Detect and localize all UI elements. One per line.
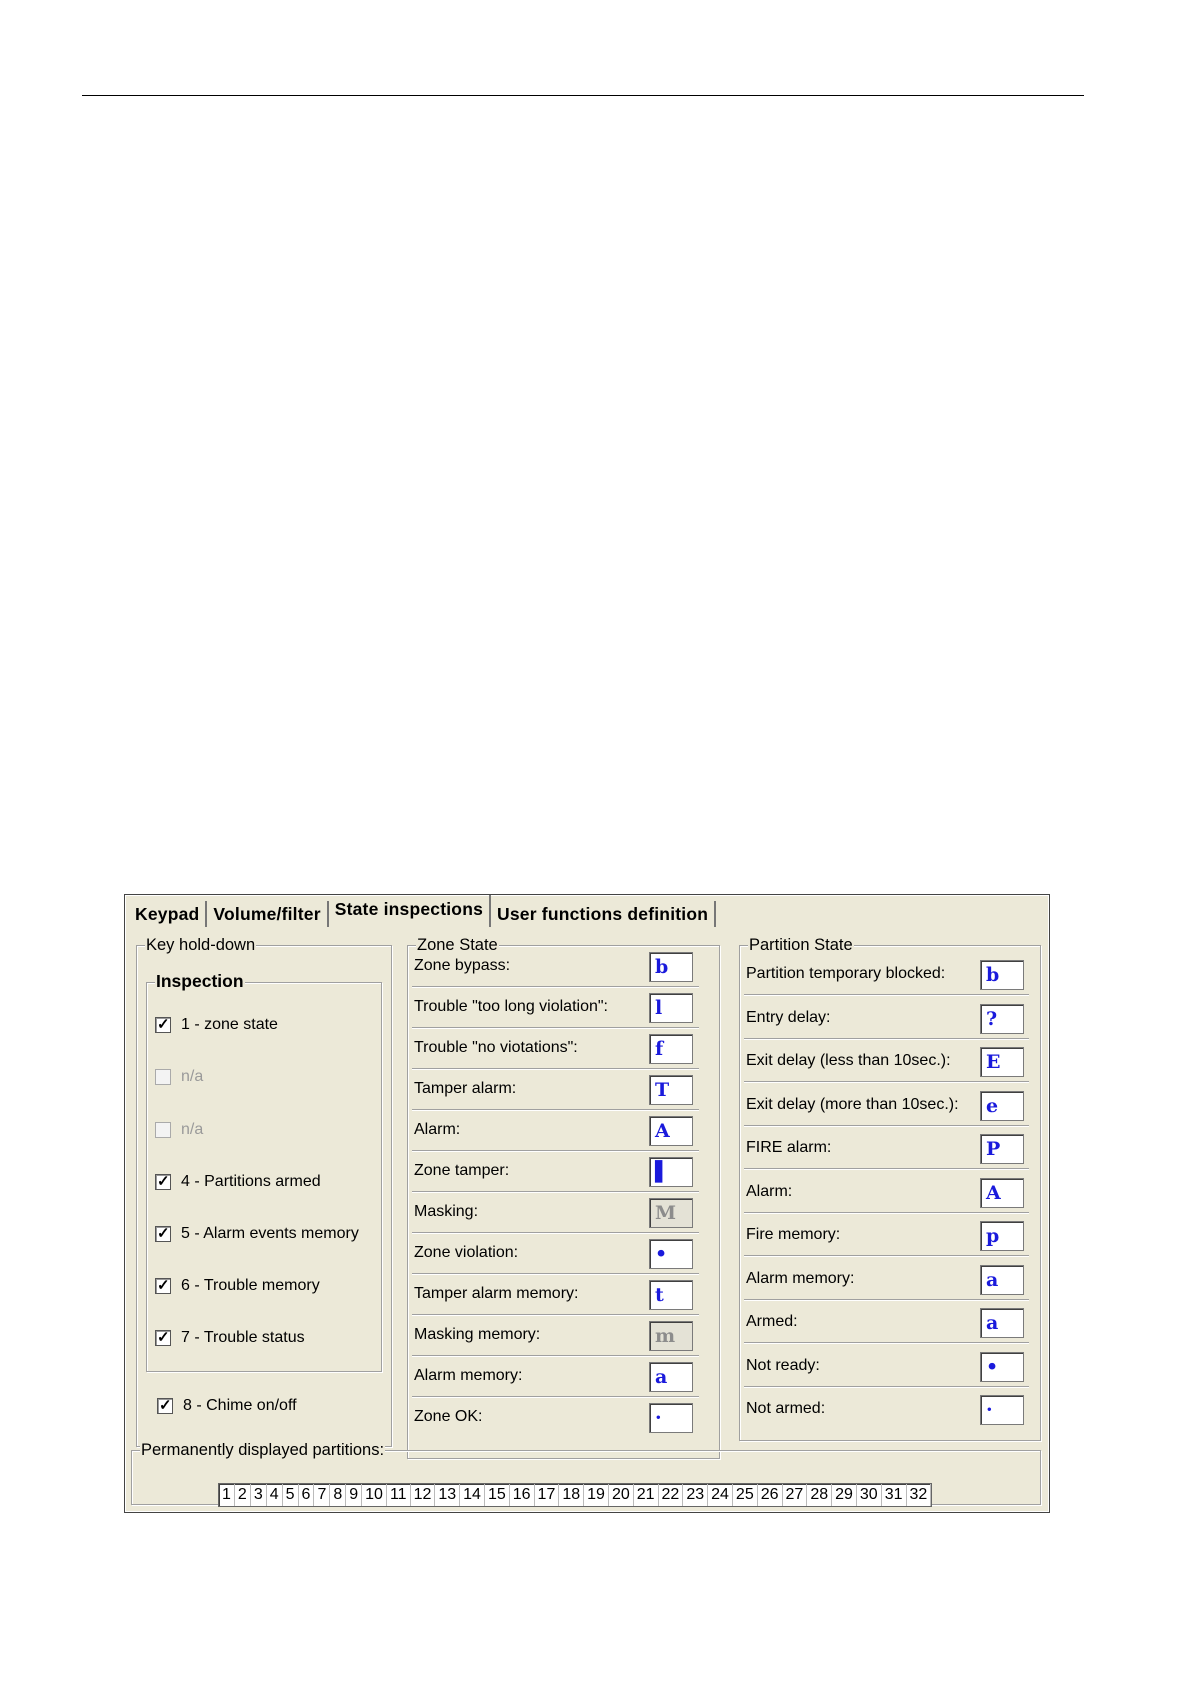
- zone-state-row: [414, 1110, 644, 1150]
- zone-state-symbol-field[interactable]: b: [649, 952, 693, 982]
- partition-state-label: Fire memory:: [746, 1226, 841, 1243]
- zone-state-row: [414, 946, 644, 986]
- zone-state-label: Masking memory:: [414, 1326, 541, 1343]
- partition-number-cell[interactable]: 11: [387, 1484, 411, 1506]
- chime-checkbox[interactable]: [157, 1398, 173, 1414]
- partition-number-cell[interactable]: 4: [267, 1484, 283, 1506]
- row-divider: [744, 1168, 1029, 1170]
- chime-label: 8 - Chime on/off: [183, 1397, 297, 1414]
- partition-state-row: [746, 998, 976, 1038]
- state-inspections-dialog: [124, 894, 1050, 1513]
- zone-state-symbol-field[interactable]: ▌: [649, 1157, 693, 1187]
- zone-state-label: Zone OK:: [414, 1408, 483, 1425]
- row-divider: [744, 1342, 1029, 1344]
- partition-number-cell[interactable]: 2: [235, 1484, 251, 1506]
- inspection-title: Inspection: [156, 971, 244, 991]
- inspection-checkbox-label: 4 - Partitions armed: [181, 1173, 321, 1190]
- zone-state-row: [414, 1274, 644, 1314]
- partition-number-cell[interactable]: 23: [683, 1484, 708, 1506]
- partition-state-row: [746, 1346, 976, 1386]
- zone-state-symbol-field: M: [649, 1198, 693, 1228]
- partition-state-symbol-field[interactable]: a: [980, 1265, 1024, 1295]
- zone-state-group: [407, 936, 720, 1459]
- partition-number-cell[interactable]: 32: [907, 1484, 932, 1506]
- partition-number-cell[interactable]: 22: [659, 1484, 684, 1506]
- partition-state-row: [746, 954, 976, 994]
- zone-state-row: [414, 1151, 644, 1191]
- partition-state-row: [746, 1302, 976, 1342]
- partition-state-symbol-field[interactable]: •: [980, 1352, 1024, 1382]
- partition-state-label: Exit delay (more than 10sec.):: [746, 1095, 959, 1113]
- partition-number-cell[interactable]: 8: [330, 1484, 346, 1506]
- inspection-checkbox-row[interactable]: [155, 1328, 305, 1348]
- partition-state-label: Not armed:: [746, 1400, 826, 1417]
- zone-state-symbol-field[interactable]: f: [649, 1034, 693, 1064]
- partition-number-cell[interactable]: 13: [435, 1484, 460, 1506]
- partition-state-symbol-field[interactable]: p: [980, 1221, 1024, 1251]
- inspection-checkbox-label: n/a: [181, 1121, 204, 1138]
- inspection-checkbox: [155, 1122, 171, 1138]
- tab-state-inspections[interactable]: State inspections: [329, 895, 491, 927]
- zone-state-symbol-field[interactable]: T: [649, 1075, 693, 1105]
- partition-state-label: Alarm memory:: [746, 1269, 855, 1287]
- zone-state-row: [414, 1069, 644, 1109]
- row-divider: [744, 1386, 1029, 1388]
- chime-checkbox-row[interactable]: [157, 1396, 297, 1416]
- zone-state-label: Alarm memory:: [414, 1367, 523, 1384]
- partition-state-row: [746, 1128, 976, 1168]
- partition-state-symbol-field[interactable]: A: [980, 1178, 1024, 1208]
- partition-number-cell[interactable]: 10: [362, 1484, 387, 1506]
- zone-state-label: Trouble "no viotations":: [414, 1039, 578, 1056]
- partition-number-cell[interactable]: 6: [299, 1484, 315, 1506]
- inspection-checkbox[interactable]: [155, 1174, 171, 1190]
- tab-bar: [129, 895, 716, 927]
- zone-state-title: Zone State: [417, 936, 498, 954]
- partition-state-symbol-field[interactable]: a: [980, 1308, 1024, 1338]
- zone-state-symbol-field[interactable]: t: [649, 1280, 693, 1310]
- partition-number-cell[interactable]: 15: [485, 1484, 510, 1506]
- partition-number-cell[interactable]: 9: [346, 1484, 362, 1506]
- zone-state-symbol-field[interactable]: A: [649, 1116, 693, 1146]
- partition-number-cell[interactable]: 19: [584, 1484, 609, 1506]
- partition-number-cell[interactable]: 17: [535, 1484, 560, 1506]
- zone-state-label: Tamper alarm:: [414, 1080, 517, 1097]
- inspection-checkbox-label: 5 - Alarm events memory: [181, 1225, 359, 1242]
- permanent-partitions-title: Permanently displayed partitions:: [141, 1441, 385, 1459]
- partition-number-cell[interactable]: 29: [832, 1484, 857, 1506]
- row-divider: [744, 1125, 1029, 1127]
- zone-state-row: [414, 1315, 644, 1355]
- tab-volume-filter[interactable]: Volume/filter: [207, 901, 328, 927]
- zone-state-row: [414, 987, 644, 1027]
- inspection-checkbox-label: 1 - zone state: [181, 1016, 278, 1033]
- key-hold-down-group: [136, 936, 392, 1447]
- partition-state-title: Partition State: [749, 936, 853, 954]
- partition-number-cell[interactable]: 12: [411, 1484, 436, 1506]
- inspection-checkbox-row[interactable]: [155, 1276, 320, 1296]
- inspection-checkbox-row[interactable]: [155, 1224, 359, 1244]
- inspection-checkbox[interactable]: [155, 1226, 171, 1242]
- inspection-checkbox[interactable]: [155, 1017, 171, 1033]
- partition-state-symbol-field[interactable]: ?: [980, 1004, 1024, 1034]
- inspection-group: [146, 971, 382, 1372]
- partition-state-symbol-field[interactable]: P: [980, 1134, 1024, 1164]
- partition-state-symbol-field[interactable]: e: [980, 1091, 1024, 1121]
- inspection-checkbox-row: [155, 1120, 203, 1140]
- tab-user-functions-definition[interactable]: User functions definition: [491, 901, 716, 927]
- inspection-checkbox-label: 6 - Trouble memory: [181, 1277, 320, 1294]
- inspection-checkbox: [155, 1069, 171, 1085]
- zone-state-row: [414, 1192, 644, 1232]
- row-divider: [744, 994, 1029, 996]
- zone-state-row: [414, 1356, 644, 1396]
- partition-number-cell[interactable]: 14: [460, 1484, 485, 1506]
- partition-number-strip: [218, 1483, 932, 1507]
- zone-state-symbol-field[interactable]: l: [649, 993, 693, 1023]
- partition-number-cell[interactable]: 27: [783, 1484, 808, 1506]
- partition-state-group: [739, 936, 1041, 1441]
- inspection-checkbox[interactable]: [155, 1278, 171, 1294]
- partition-state-row: [746, 1085, 976, 1125]
- partition-number-cell[interactable]: 28: [807, 1484, 832, 1506]
- partition-state-row: [746, 1041, 976, 1081]
- row-divider: [744, 1255, 1029, 1257]
- zone-state-label: Trouble "too long violation":: [414, 998, 608, 1015]
- partition-number-cell[interactable]: 31: [882, 1484, 907, 1506]
- partition-number-cell[interactable]: 20: [609, 1484, 634, 1506]
- tab-keypad[interactable]: Keypad: [129, 901, 207, 927]
- partition-number-cell[interactable]: 25: [733, 1484, 758, 1506]
- zone-state-symbol-field[interactable]: a: [649, 1362, 693, 1392]
- row-divider: [744, 1081, 1029, 1083]
- inspection-checkbox-row[interactable]: [155, 1172, 321, 1192]
- partition-number-cell[interactable]: 1: [219, 1484, 235, 1506]
- partition-state-label: Not ready:: [746, 1356, 820, 1374]
- zone-state-row: [414, 1397, 644, 1437]
- partition-state-label: Exit delay (less than 10sec.):: [746, 1052, 951, 1069]
- permanent-partitions-group: [131, 1441, 1041, 1505]
- partition-state-row: [746, 1389, 976, 1429]
- zone-state-label: Zone violation:: [414, 1244, 519, 1261]
- partition-state-row: [746, 1259, 976, 1299]
- inspection-checkbox-label: n/a: [181, 1068, 204, 1085]
- partition-state-label: Entry delay:: [746, 1008, 831, 1026]
- inspection-checkbox-row[interactable]: [155, 1015, 278, 1035]
- row-divider: [744, 1212, 1029, 1214]
- partition-number-cell[interactable]: 26: [758, 1484, 783, 1506]
- zone-state-row: [414, 1028, 644, 1068]
- partition-state-row: [746, 1215, 976, 1255]
- key-hold-down-title: Key hold-down: [146, 936, 256, 954]
- partition-state-label: FIRE alarm:: [746, 1139, 832, 1156]
- partition-state-symbol-field[interactable]: b: [980, 960, 1024, 990]
- partition-state-label: Alarm:: [746, 1182, 793, 1200]
- row-divider: [744, 1299, 1029, 1301]
- row-divider: [744, 1038, 1029, 1040]
- inspection-checkbox-row: [155, 1067, 203, 1087]
- zone-state-label: Zone tamper:: [414, 1162, 510, 1179]
- partition-number-cell[interactable]: 16: [510, 1484, 535, 1506]
- zone-state-symbol-field[interactable]: •: [649, 1239, 693, 1269]
- inspection-checkbox-label: 7 - Trouble status: [181, 1329, 305, 1346]
- zone-state-label: Zone bypass:: [414, 957, 511, 974]
- zone-state-row: [414, 1233, 644, 1273]
- inspection-checkbox[interactable]: [155, 1330, 171, 1346]
- partition-number-cell[interactable]: 18: [559, 1484, 584, 1506]
- zone-state-label: Masking:: [414, 1203, 479, 1220]
- partition-number-cell[interactable]: 5: [283, 1484, 299, 1506]
- partition-number-cell[interactable]: 7: [314, 1484, 330, 1506]
- zone-state-symbol-field: m: [649, 1321, 693, 1351]
- partition-state-label: Partition temporary blocked:: [746, 965, 946, 982]
- partition-state-symbol-field[interactable]: ·: [980, 1395, 1024, 1425]
- partition-number-cell[interactable]: 24: [708, 1484, 733, 1506]
- zone-state-label: Tamper alarm memory:: [414, 1285, 579, 1302]
- partition-state-symbol-field[interactable]: E: [980, 1047, 1024, 1077]
- partition-state-row: [746, 1172, 976, 1212]
- zone-state-symbol-field[interactable]: ·: [649, 1403, 693, 1433]
- zone-state-label: Alarm:: [414, 1121, 461, 1138]
- partition-number-cell[interactable]: 21: [634, 1484, 659, 1506]
- partition-number-cell[interactable]: 3: [251, 1484, 267, 1506]
- page-header-rule: [82, 95, 1084, 96]
- partition-number-cell[interactable]: 30: [857, 1484, 882, 1506]
- partition-state-label: Armed:: [746, 1313, 798, 1330]
